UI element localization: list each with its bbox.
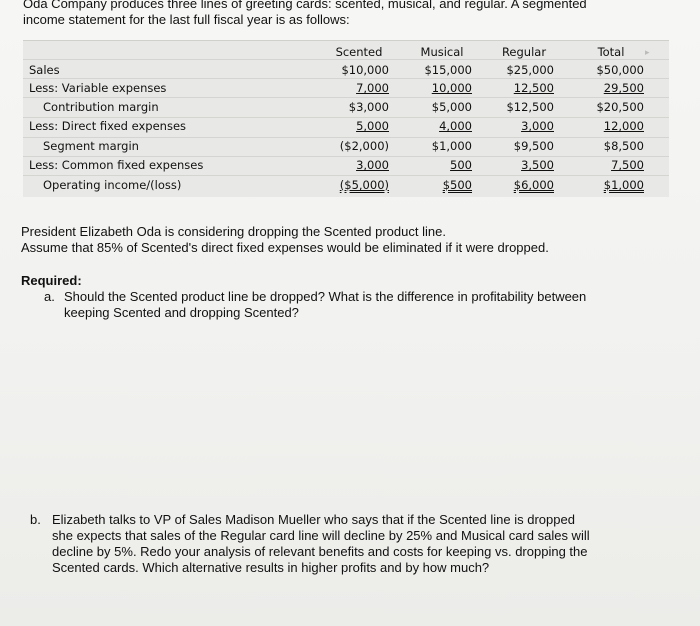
scenario-paragraph bbox=[21, 224, 681, 256]
row-label-operating-income: Operating income/(loss) bbox=[43, 178, 182, 192]
question-a-marker: a. bbox=[44, 289, 55, 304]
cell-cm-musical: $5,000 bbox=[431, 100, 472, 114]
question-b bbox=[52, 512, 692, 576]
question-b-line-3: decline by 5%. Redo your analysis of relevant benefits and costs for keeping vs. dropping the bbox=[52, 544, 588, 559]
cell-varexp-total: 29,500 bbox=[603, 81, 644, 95]
cell-sales-regular: $25,000 bbox=[506, 63, 554, 77]
row-divider bbox=[23, 59, 669, 60]
cell-sm-musical: $1,000 bbox=[431, 139, 472, 153]
cell-dfe-scented: 5,000 bbox=[356, 119, 389, 133]
row-divider bbox=[23, 117, 669, 118]
cell-sales-musical: $15,000 bbox=[424, 63, 472, 77]
cell-oi-regular: $6,000 bbox=[513, 178, 554, 192]
cell-sm-total: $8,500 bbox=[603, 139, 644, 153]
cell-cm-regular: $12,500 bbox=[506, 100, 554, 114]
row-divider bbox=[23, 78, 669, 79]
question-b-line-4: Scented cards. Which alternative results in higher profits and by how much? bbox=[52, 560, 490, 575]
cell-sales-total: $50,000 bbox=[596, 63, 644, 77]
header-musical: Musical bbox=[420, 45, 464, 59]
header-total: Total bbox=[597, 45, 625, 59]
cell-sm-regular: $9,500 bbox=[513, 139, 554, 153]
row-divider bbox=[23, 137, 669, 138]
row-label-sales: Sales bbox=[29, 63, 60, 77]
row-divider bbox=[23, 156, 669, 157]
header-regular: Regular bbox=[501, 45, 547, 59]
cell-cm-total: $20,500 bbox=[596, 100, 644, 114]
cell-oi-total: $1,000 bbox=[603, 178, 644, 192]
segmented-income-statement bbox=[23, 40, 669, 197]
row-label-segment-margin: Segment margin bbox=[43, 139, 139, 153]
cell-cfe-regular: 3,500 bbox=[521, 158, 554, 172]
intro-line-1: Oda Company produces three lines of greeting cards: scented, musical, and regular. A segmented bbox=[23, 0, 587, 11]
row-label-common-fixed: Less: Common fixed expenses bbox=[29, 158, 204, 172]
cell-cm-scented: $3,000 bbox=[348, 100, 389, 114]
cell-cfe-musical: 500 bbox=[450, 158, 472, 172]
cell-cfe-total: 7,500 bbox=[611, 158, 644, 172]
cell-sm-scented: ($2,000) bbox=[339, 139, 389, 153]
row-label-contribution-margin: Contribution margin bbox=[43, 100, 159, 114]
question-b-line-2: she expects that sales of the Regular card line will decline by 25% and Musical card sales will bbox=[52, 528, 590, 543]
cell-dfe-musical: 4,000 bbox=[439, 119, 472, 133]
row-label-direct-fixed: Less: Direct fixed expenses bbox=[29, 119, 187, 133]
cell-varexp-scented: 7,000 bbox=[356, 81, 389, 95]
row-divider bbox=[23, 97, 669, 98]
cell-dfe-total: 12,000 bbox=[603, 119, 644, 133]
scenario-line-1: President Elizabeth Oda is considering dropping the Scented product line. bbox=[21, 224, 446, 239]
question-b-marker: b. bbox=[30, 512, 41, 527]
cell-varexp-regular: 12,500 bbox=[513, 81, 554, 95]
row-label-variable-expenses: Less: Variable expenses bbox=[29, 81, 167, 95]
intro-paragraph bbox=[23, 0, 683, 28]
scenario-line-2: Assume that 85% of Scented's direct fixed expenses would be eliminated if it were dropped. bbox=[21, 240, 549, 255]
cell-oi-scented: ($5,000) bbox=[339, 178, 389, 192]
row-divider bbox=[23, 175, 669, 176]
cell-cfe-scented: 3,000 bbox=[356, 158, 389, 172]
cell-varexp-musical: 10,000 bbox=[431, 81, 472, 95]
sort-arrow-icon: ▸ bbox=[645, 47, 650, 57]
cell-dfe-regular: 3,000 bbox=[521, 119, 554, 133]
header-scented: Scented bbox=[335, 45, 383, 59]
question-b-line-1: Elizabeth talks to VP of Sales Madison Mueller who says that if the Scented line is dropped bbox=[52, 512, 575, 527]
question-a-line-2: keeping Scented and dropping Scented? bbox=[64, 305, 299, 320]
question-a bbox=[64, 289, 684, 321]
cell-oi-musical: $500 bbox=[442, 178, 472, 192]
cell-sales-scented: $10,000 bbox=[341, 63, 389, 77]
question-a-line-1: Should the Scented product line be dropped? What is the difference in profitability between bbox=[64, 289, 587, 304]
required-heading: Required: bbox=[21, 273, 82, 288]
intro-line-2: income statement for the last full fiscal year is as follows: bbox=[23, 12, 350, 27]
